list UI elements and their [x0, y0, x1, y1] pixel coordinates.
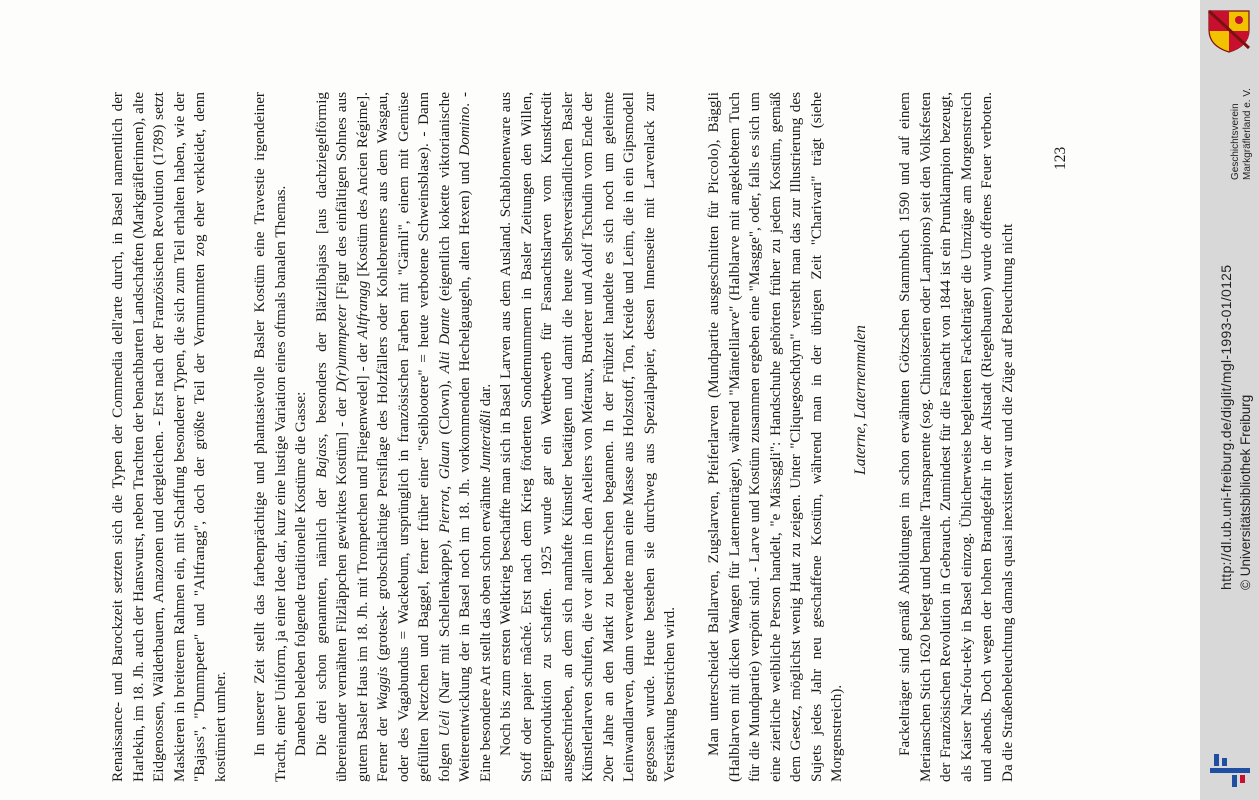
laterne-block [895, 92, 1018, 782]
text-run: (eigentlich kokette viktorianische Weiterentwicklung der in Basel noch im 18. Jh. vorkommenden Hechelgaugeln, alten Hexen) und [435, 92, 473, 782]
text-run: . - Eine besondere Art stellt das oben schon erwähnte [456, 91, 494, 782]
term-waggis: Waggis [374, 666, 391, 711]
text-run: dar. [476, 383, 494, 410]
text-run: (Clown), [435, 373, 453, 442]
intro-line-2: namentlich der Harlekin, im 18. Jh. auch der Hanswurst, neben Trachten der benachbarten [109, 92, 147, 782]
term-altfrangg: Altfrangg [353, 280, 371, 339]
copyright-notice: © Universitätsbibliothek Freiburg [1238, 394, 1253, 590]
paragraph-larven-types: Man unterscheidet Ballarven, Zugslarven, Pfeiferlarven (Mundpartie ausgeschnitten für Piccolo), Bäggli (Halblarven mit dicken Wangen für Laternenträger), während "Mäntelilarve" (Halblarve mit angeklebtem Tuch für die Mundpartie) verpönt sind. - Larve und Kostüm zusammen ergeben eine "Masgge", oder, falls es sich um eine zierliche weibliche Person handelt, "e Mässggli": Handschuhe gehörten früher zu jedem Kostüm, gemäß dem Gesetz, möglichst wenig Haut zu zeigen. Unter "Cliquegoschdym" versteht man das zur Illustrierung des Sujets jedes Jahr neu geschaffene Kostüm, während man in der übrigen Zeit "Charivari" trägt (siehe Morgenstreich). [705, 92, 845, 782]
term-bajass: Bajass [312, 437, 330, 478]
society-name-line-1: Geschichtsverein [1230, 103, 1241, 180]
text-run: (grotesk- grobschlächtige Persiflage des Holzfällers oder Kohlebrenners aus dem Wasgau, oder des Vagabundus = Wackebum, ursprünglich in französischen Farben mit "Gärnli", einem mit Gemüse gefüllten Netzchen und Baggel, ferner früher einer "Seiblootere" = heute verbotene Schweinsblase). - Dann folgen [374, 92, 453, 782]
text-run: [Kostüm des Ancien Régime]. Ferner der [353, 92, 391, 782]
intro-line-1: Renaissance- und Barockzeit setzten sich die Typen der Commedia dell'arte durch, in Basel [109, 192, 126, 782]
costume-section [250, 92, 681, 782]
paragraph-traditional-costumes: Daneben beleben folgende traditionelle Kostüme die Gasse: [292, 391, 309, 756]
page-number: 123 [1052, 146, 1069, 170]
intro-line-3: Landschaften (Markgräflerinnen), alte Eidgenossen, Wälderbauern, Amazonen und dergleichen. - Erst nach der Französischen Revolution (1789) setzt Maskieren in breiterem Rahmen ein, mit Schaffung besonderer Typen, die sich zum Teil erhalten haben, wie der "Bajass", "Dummpeter" und "Altfrangg", doch der größte Teil der Vermummten zog eher verkleidet, denn kostümiert umher. [129, 92, 229, 782]
term-junteraessli: Junteräßli [476, 409, 494, 473]
paragraph-fackeltraeger: Fackelträger sind gemäß Abbildungen im schon erwähnten Götzschen Stammbuch 1590 und auf einem Merianschen Stich 1620 belegt und bemalte Transparente (sog. Chinoiserien oder Lampions) seit den Volksfesten der Französischen Revolution in Gebrauch. Zumindest für die Fasnacht von 1844 ist ein Prunklampion bezeugt, als Kaiser Nar-fou-teky in Basel einzog. Üblicherweise begleiteten Fackelträger die Umzüge am Morgenstreich und abends. Doch wegen der hohen Brandgefahr in der Altstadt (Riegelbauten) wurde offenes Feuer verboten. Da die Straßenbeleuchtung damals quasi inexistent war und die Züge auf Beleuchtung nicht [896, 92, 1016, 782]
term-domino: Domino [456, 106, 473, 156]
text-run: Die drei schon genannten, nämlich der [312, 477, 330, 756]
society-name-line-2: Markgräflerland e. V. [1242, 88, 1253, 180]
text-run: [Figur des einfältigen Sohnes aus gutem Basler Haus im 18. Jh. mit Trompetchen und Fliegenwedel] - der [333, 92, 371, 782]
larven-types-block [704, 92, 848, 782]
ub-freiburg-logo-icon[interactable] [1208, 748, 1252, 792]
term-pierrot: Pierrot, Glaun [435, 441, 453, 534]
section-heading: Laterne, Laternenmalen [852, 325, 869, 475]
term-ueli: Ueli [435, 710, 453, 737]
term-dummpeter: D(r)ummpeter [333, 304, 350, 393]
text-run: (Narr mit Schellenkappe), [435, 533, 453, 711]
document-url-link[interactable]: http://dl.ub.uni-freiburg.de/diglit/mgl-1993-01/0125 [1218, 264, 1234, 590]
paragraph-larven-history: Noch bis zum ersten Weltkrieg beschaffte man sich in Basel Larven aus dem Ausland. Schablonenware aus Stoff oder papier mâché. Erst nach dem Krieg förderten Sondernummern in Basler Zeitungen den Willen, Eigenproduktion zu schaffen. 1925 wurde gar ein Wettbewerb für Fasnachtslarven vom Kunstkredit ausgeschrieben, an dem sich namhafte Künstler betätigten und damit die heute selbstverständlichen Basler Künstlerlarven schufen, die vor allem in den Ateliers von Métraux, Bruderer und Adolf Tschudin vom Ende der 20er Jahre an den Markt zu beherrschen begannen. In der Frühzeit handelte es sich noch um geleimte Leinwandlarven, dann verwendete man eine Masse aus Holzstoff, Ton, Kreide und Leim, die in ein Gipsmodell gegossen wurde. Heute bestehen sie durchweg aus Spezialpapier, dessen Innenseite mit Larvenlack zur Verstärkung bestrichen wird. [497, 92, 678, 782]
text-run: , besonders der Blätzlibajass [aus dachziegelförmig übereinander vernähten Filzläppchen gewirktes Kostüm] - der [312, 91, 350, 782]
paragraph-costume-types [312, 92, 497, 782]
paragraph-travestie: In unserer Zeit stellt das farbenprächtige und phantasievolle Basler Kostüm eine Travestie irgendeiner Tracht, einer Uniform, ja einer Idee dar, kurz eine lustige Variation eines oftmals banalen Themas. [251, 92, 289, 782]
intro-paragraph [108, 92, 231, 782]
coat-of-arms-icon [1206, 8, 1252, 54]
term-alti-dante: Alti Dante [435, 307, 453, 374]
